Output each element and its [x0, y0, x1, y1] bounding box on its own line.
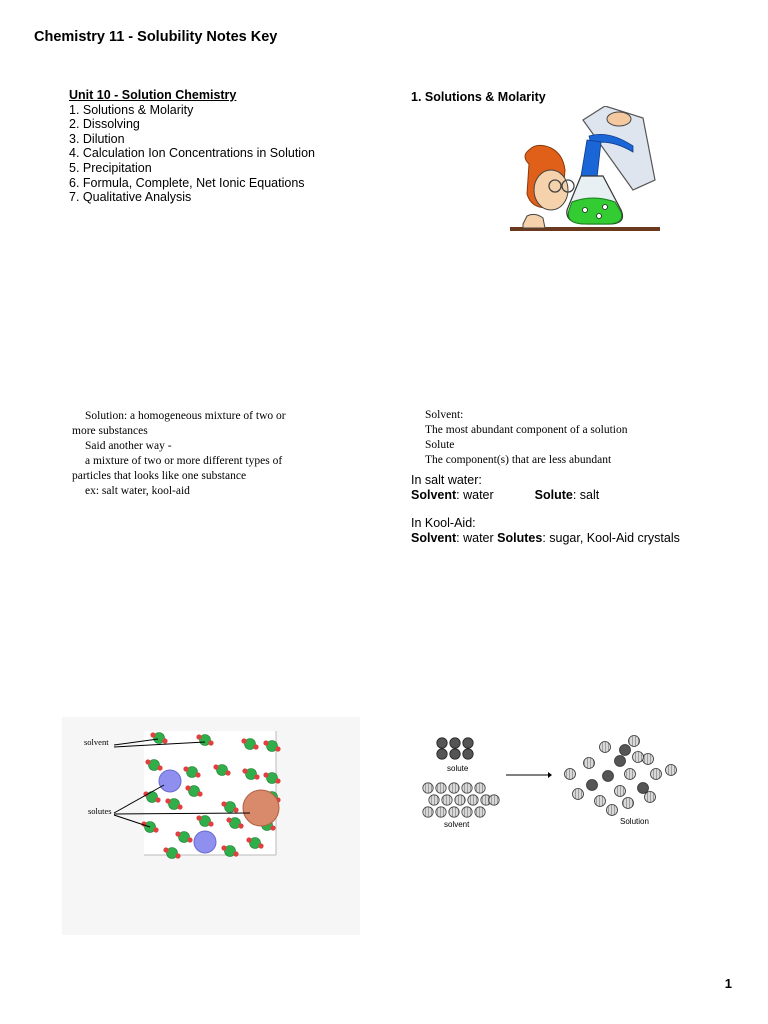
- unit-heading: Unit 10 - Solution Chemistry: [69, 88, 237, 102]
- definition-line: Solution: a homogeneous mixture of two or: [85, 410, 286, 422]
- solute-solvent-solution-diagram: [410, 730, 690, 835]
- hydrogen-atom: [275, 746, 280, 751]
- definition-line: particles that looks like one substance: [72, 470, 247, 482]
- solution-particle: [643, 754, 654, 765]
- hydrogen-atom: [185, 785, 190, 790]
- definition-line: more substances: [72, 425, 148, 437]
- hydrogen-atom: [263, 740, 268, 745]
- solution-particle: [607, 805, 618, 816]
- example-intro: In salt water:: [411, 473, 482, 487]
- hydrogen-atom: [155, 797, 160, 802]
- solvent-particle: [449, 783, 459, 793]
- solution-particle: [584, 758, 595, 769]
- solvent-particle: [462, 783, 472, 793]
- solvent-particle: [468, 795, 478, 805]
- unit-item: 4. Calculation Ion Concentrations in Solution: [69, 146, 315, 161]
- solvent-particle: [436, 783, 446, 793]
- hydrogen-atom: [221, 845, 226, 850]
- solution-particle-figure: [62, 717, 360, 935]
- solution-particle: [633, 752, 644, 763]
- hydrogen-atom: [221, 801, 226, 806]
- solvent-particle: [455, 795, 465, 805]
- solutes-label: Solutes: [497, 530, 543, 545]
- unit-item: 7. Qualitative Analysis: [69, 190, 192, 205]
- solvent-particle: [475, 783, 485, 793]
- definition-line: The component(s) that are less abundant: [425, 454, 612, 466]
- hydrogen-atom: [196, 734, 201, 739]
- definition-line: The most abundant component of a solution: [425, 424, 628, 436]
- hydrogen-atom: [183, 766, 188, 771]
- solution-particle: [573, 789, 584, 800]
- hydrogen-atom: [263, 772, 268, 777]
- hydrogen-atom: [162, 738, 167, 743]
- solute-label: solute: [447, 764, 469, 773]
- solvent-particle: [423, 783, 433, 793]
- hydrogen-atom: [275, 778, 280, 783]
- unit-item: 3. Dilution: [69, 131, 125, 146]
- page-number: 1: [724, 976, 732, 991]
- hydrogen-atom: [177, 804, 182, 809]
- solution-particle: [620, 745, 631, 756]
- unit-item: 1. Solutions & Molarity: [69, 102, 194, 117]
- hydrogen-atom: [241, 738, 246, 743]
- solution-particle: [625, 769, 636, 780]
- hydrogen-atom: [150, 732, 155, 737]
- unit-item: 5. Precipitation: [69, 160, 152, 175]
- solvent-value: : water: [456, 530, 494, 545]
- hydrogen-atom: [196, 815, 201, 820]
- solvent-label: Solvent: [411, 530, 457, 545]
- definition-line: Solvent:: [425, 409, 464, 421]
- solution-particle: [595, 796, 606, 807]
- definition-line: Said another way -: [85, 440, 172, 452]
- solute-particle: [450, 738, 460, 748]
- hydrogen-atom: [208, 821, 213, 826]
- hydrogen-atom: [175, 853, 180, 858]
- chemist-pouring-illustration: [505, 106, 665, 238]
- solute-particle: [437, 738, 447, 748]
- hydrogen-atom: [226, 817, 231, 822]
- solvent-value: : water: [456, 487, 494, 502]
- hydrogen-atom: [145, 759, 150, 764]
- definition-line: a mixture of two or more different types of: [85, 455, 283, 467]
- definition-line: Solute: [425, 439, 455, 451]
- solution-particle: [623, 798, 634, 809]
- hydrogen-atom: [242, 768, 247, 773]
- hydrogen-atom: [157, 765, 162, 770]
- solvent-particle: [423, 807, 433, 817]
- unit-outline: [69, 88, 315, 205]
- salt-water-example: [411, 473, 599, 502]
- example-intro: In Kool-Aid:: [411, 516, 476, 530]
- solvent-particle: [489, 795, 499, 805]
- hydrogen-atom: [165, 798, 170, 803]
- definition-line: ex: salt water, kool-aid: [85, 485, 190, 497]
- solute-particle: [463, 738, 473, 748]
- solute-value: : salt: [572, 487, 600, 502]
- solvent-particle: [462, 807, 472, 817]
- solutes-value: : sugar, Kool-Aid crystals: [542, 530, 680, 545]
- solvent-solute-definition: [425, 408, 628, 468]
- hydrogen-atom: [258, 843, 263, 848]
- solvent-particle: [436, 807, 446, 817]
- solution-particle: [629, 736, 640, 747]
- hydrogen-atom: [254, 774, 259, 779]
- hydrogen-atom: [195, 772, 200, 777]
- hydrogen-atom: [225, 770, 230, 775]
- kool-aid-example: [411, 516, 680, 545]
- solution-particle: [651, 769, 662, 780]
- hydrogen-atom: [213, 764, 218, 769]
- solution-particle: [615, 756, 626, 767]
- solvent-label: solvent: [84, 737, 109, 747]
- hydrogen-atom: [233, 851, 238, 856]
- solution-particle: [615, 786, 626, 797]
- solution-particle: [603, 771, 614, 782]
- hydrogen-atom: [163, 847, 168, 852]
- solutes-label: solutes: [88, 806, 112, 816]
- solute-particle: [437, 749, 447, 759]
- hydrogen-atom: [246, 837, 251, 842]
- solution-particle: [666, 765, 677, 776]
- unit-item: 6. Formula, Complete, Net Ionic Equations: [69, 175, 305, 190]
- document-title: Chemistry 11 - Solubility Notes Key: [34, 29, 278, 45]
- hydrogen-atom: [253, 744, 258, 749]
- hydrogen-atom: [175, 831, 180, 836]
- solute-particle: [463, 749, 473, 759]
- solution-particle: [565, 769, 576, 780]
- solution-definition: [72, 409, 337, 499]
- hydrogen-atom: [208, 740, 213, 745]
- hydrogen-atom: [270, 825, 275, 830]
- section-heading: 1. Solutions & Molarity: [411, 90, 546, 104]
- solvent-label: solvent: [444, 820, 470, 829]
- solution-particle: [600, 742, 611, 753]
- hydrogen-atom: [153, 827, 158, 832]
- hydrogen-atom: [197, 791, 202, 796]
- solute-particle: [450, 749, 460, 759]
- solvent-label: Solvent: [411, 487, 457, 502]
- hydrogen-atom: [187, 837, 192, 842]
- solution-particle: [645, 792, 656, 803]
- unit-item: 2. Dissolving: [69, 117, 140, 132]
- solution-label: Solution: [620, 817, 649, 826]
- solvent-particle: [442, 795, 452, 805]
- solute-label: Solute: [534, 487, 573, 502]
- solvent-particle: [449, 807, 459, 817]
- solvent-particle: [429, 795, 439, 805]
- solution-particle: [587, 780, 598, 791]
- solvent-particle: [475, 807, 485, 817]
- hydrogen-atom: [233, 807, 238, 812]
- solution-particle: [638, 783, 649, 794]
- hydrogen-atom: [238, 823, 243, 828]
